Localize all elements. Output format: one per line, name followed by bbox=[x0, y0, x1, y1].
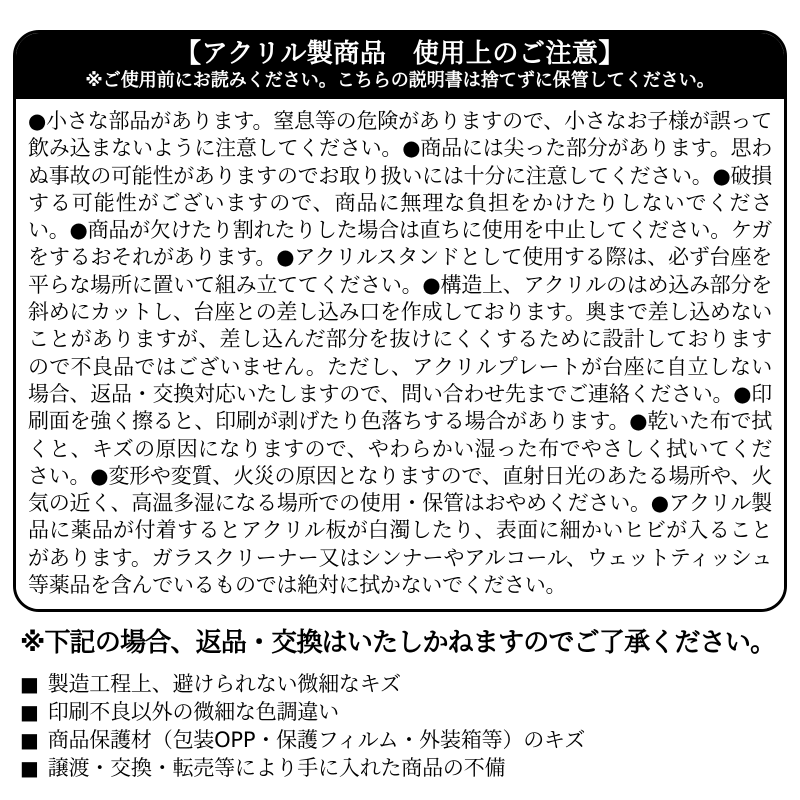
returns-heading: ※下記の場合、返品・交換はいたしかねますのでご了承ください。 bbox=[20, 628, 776, 658]
square-bullet-icon: ■ bbox=[20, 700, 39, 724]
returns-list bbox=[20, 674, 787, 779]
list-item bbox=[20, 758, 787, 779]
list-item-text: 商品保護材（包装OPP・保護フィルム・外装箱等）のキズ bbox=[47, 728, 586, 752]
precautions-text: ●小さな部品があります。窒息等の危険がありますので、小さなお子様が誤って飲み込まないように注意してください。●商品には尖った部分があります。思わぬ事故の可能性がありますのでお取り扱いには十分に注意してください。●破損する可能性がございますので、商品に無理な負担をかけたりしないでください。●商品が欠けたり割れたりした場合は直ちに使用を中止してください。ケガをするおそれがあります。●アクリルスタンドとして使用する際は、必ず台座を平らな場所に置いて組み立ててください。●構造上、アクリルのはめ込み部分を斜めにカットし、台座との差し込み口を作成しております。奥まで差し込めないことがありますが、差し込んだ部分を抜けにくくするために設計しておりますので不良品ではございません。ただし、アクリルプレートが台座に自立しない場合、返品・交換対応いたしますので、問い合わせ先までご連絡ください。●印刷面を強く擦ると、印刷が剥げたり色落ちする場合があります。●乾いた布で拭くと、キズの原因になりますので、やわらかい湿った布でやさしく拭いてください。●変形や変質、火災の原因となりますので、直射日光のあたる場所や、火気の近く、高温多湿になる場所での使用・保管はおやめください。●アクリル製品に薬品が付着するとアクリル板が白濁したり、表面に細かいヒビが入ることがあります。ガラスクリーナー又はシンナーやアルコール、ウェットティッシュ等薬品を含んでいるものでは絶対に拭かないでください。 bbox=[28, 109, 772, 598]
notice-card bbox=[13, 30, 787, 612]
notice-subtitle: ※ご使用前にお読みください。こちらの説明書は捨てずに保管してください。 bbox=[85, 70, 715, 91]
notice-header bbox=[16, 33, 784, 99]
list-item bbox=[20, 674, 787, 695]
returns-section bbox=[0, 612, 800, 779]
notice-title: 【アクリル製商品 使用上のご注意】 bbox=[175, 39, 625, 69]
list-item-text: 製造工程上、避けられない微細なキズ bbox=[47, 672, 401, 696]
care-instructions-sheet bbox=[0, 30, 800, 800]
square-bullet-icon: ■ bbox=[20, 756, 39, 780]
notice-body bbox=[16, 99, 784, 609]
list-item bbox=[20, 730, 787, 751]
list-item-text: 印刷不良以外の微細な色調違い bbox=[47, 700, 339, 724]
list-item-text: 譲渡・交換・転売等により手に入れた商品の不備 bbox=[47, 756, 506, 780]
square-bullet-icon: ■ bbox=[20, 672, 39, 696]
square-bullet-icon: ■ bbox=[20, 728, 39, 752]
list-item bbox=[20, 702, 787, 723]
